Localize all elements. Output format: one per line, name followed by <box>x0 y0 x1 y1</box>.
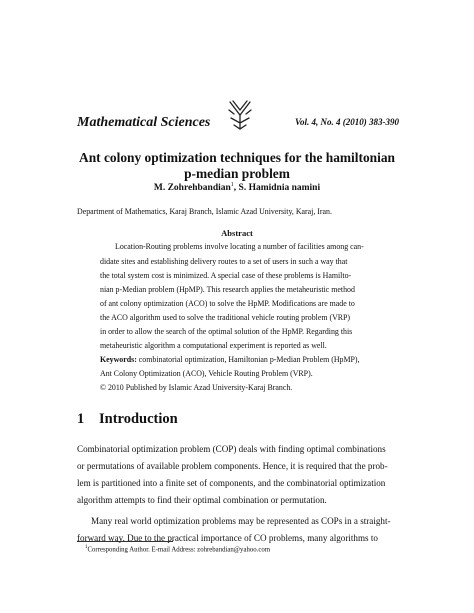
footnote-marker: 1 <box>230 182 234 188</box>
title-line: p-median problem <box>184 166 290 181</box>
paper-title <box>60 150 414 182</box>
abstract-line: of ant colony optimization (ACO) to solve the HpMP. Modifications are made to <box>100 299 355 308</box>
keywords-continued: Ant Colony Optimization (ACO), Vehicle Routing Problem (VRP). <box>100 369 313 378</box>
journal-header <box>77 115 399 133</box>
affiliation: Department of Mathematics, Karaj Branch, Islamic Azad University, Karaj, Iran. <box>77 207 332 216</box>
abstract-line: Location-Routing problems involve locating a number of facilities among can- <box>115 242 364 251</box>
abstract-line: metaheuristic algorithm a computational experiment is reported as well. <box>100 341 327 350</box>
author-name: S. Hamidnia namini <box>238 183 321 194</box>
section-number: 1 <box>77 411 85 427</box>
body-line: algorithm attempts to find their optimal combination or permutation. <box>77 495 327 505</box>
section-heading <box>77 411 178 428</box>
abstract-line: nian p-Median problem (HpMP). This research applies the metaheuristic method <box>100 285 355 294</box>
body-line: or permutations of available problem components. Hence, it is required that the prob- <box>77 461 388 471</box>
footnote-marker: 1 <box>85 545 88 550</box>
abstract-line: in order to allow the search of the optimal solution of the HpMP. Regarding this <box>100 327 353 336</box>
footnote-text: Corresponding Author. E-mail Address: zohrebandian@yahoo.com <box>87 546 271 554</box>
author-name: M. Zohrehbandian <box>153 183 231 194</box>
volume-info: Vol. 4, No. 4 (2010) 383-390 <box>295 117 399 127</box>
keywords-label: Keywords: <box>100 355 137 364</box>
footnote-rule <box>77 541 173 542</box>
body-line: lem is partitioned into a finite set of components, and the combinatorial optimization <box>77 478 386 488</box>
journal-name: Mathematical Sciences <box>77 115 211 130</box>
footnote <box>85 545 270 553</box>
section-title: Introduction <box>99 411 178 427</box>
authors <box>60 182 414 193</box>
copyright-notice: © 2010 Published by Islamic Azad University-Karaj Branch. <box>100 383 293 392</box>
body-line: forward way. Due to the practical importance of CO problems, many algorithms to <box>77 533 378 543</box>
abstract-line: the total system cost is minimized. A special case of these problems is Hamilto- <box>100 271 352 280</box>
author-separator: , <box>233 183 239 194</box>
keywords-text: combinatorial optimization, Hamiltonian p-Median Problem (HpMP), <box>136 355 360 364</box>
body-line: Many real world optimization problems may be represented as COPs in a straight- <box>91 516 391 526</box>
keywords <box>100 354 380 365</box>
title-line: Ant colony optimization techniques for the hamiltonian <box>79 150 395 165</box>
body-line: Combinatorial optimization problem (COP) deals with finding optimal combinations <box>77 444 386 454</box>
abstract-line: didate sites and establishing delivery routes to a set of users in such a way that <box>100 257 348 266</box>
abstract-heading: Abstract <box>221 228 253 238</box>
abstract-line: the ACO algorithm used to solve the traditional vehicle routing problem (VRP) <box>100 313 351 322</box>
